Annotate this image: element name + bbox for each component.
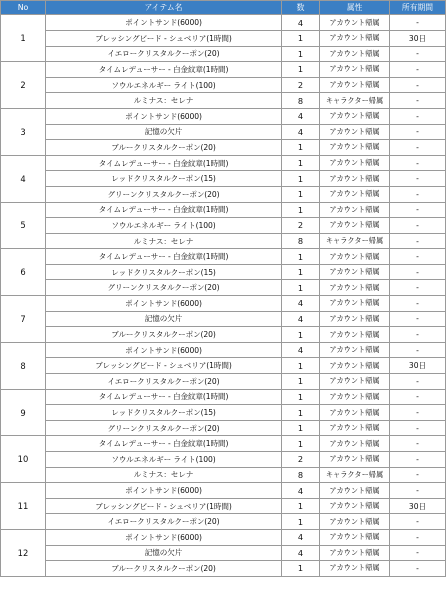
table-row (1, 202, 446, 218)
attribute-cell: アカウント帰属 (320, 545, 390, 561)
quantity-cell: 1 (282, 202, 320, 218)
ownership-period-cell: - (390, 436, 446, 452)
quantity-cell: 1 (282, 155, 320, 171)
attribute-cell: アカウント帰属 (320, 327, 390, 343)
item-name-cell: ソウルエネルギー ライト(100) (46, 452, 282, 468)
ownership-period-cell: - (390, 108, 446, 124)
quantity-cell: 1 (282, 436, 320, 452)
quantity-cell: 1 (282, 420, 320, 436)
item-name-cell: ルミナス：セレナ (46, 467, 282, 483)
item-name-cell: ポイントサンド(6000) (46, 108, 282, 124)
ownership-period-cell: - (390, 389, 446, 405)
table-row (1, 514, 446, 530)
table-row (1, 389, 446, 405)
group-number-cell: 4 (1, 155, 46, 202)
table-row (1, 77, 446, 93)
group-number-cell: 8 (1, 342, 46, 389)
quantity-cell: 4 (282, 311, 320, 327)
table-row (1, 467, 446, 483)
table-row (1, 108, 446, 124)
table-row (1, 545, 446, 561)
item-name-cell: レッドクリスタルクーポン(15) (46, 264, 282, 280)
item-name-cell: ポイントサンド(6000) (46, 483, 282, 499)
table-body (1, 15, 446, 576)
attribute-cell: アカウント帰属 (320, 561, 390, 577)
quantity-cell: 4 (282, 483, 320, 499)
table-row (1, 124, 446, 140)
item-name-cell: ポイントサンド(6000) (46, 342, 282, 358)
attribute-cell: アカウント帰属 (320, 420, 390, 436)
attribute-cell: アカウント帰属 (320, 155, 390, 171)
table-row (1, 46, 446, 62)
attribute-cell: アカウント帰属 (320, 77, 390, 93)
group-number-cell: 3 (1, 108, 46, 155)
item-name-cell: 記憶の欠片 (46, 124, 282, 140)
quantity-cell: 2 (282, 452, 320, 468)
table-row (1, 405, 446, 421)
ownership-period-cell: - (390, 93, 446, 109)
table-row (1, 311, 446, 327)
attribute-cell: アカウント帰属 (320, 108, 390, 124)
item-name-cell: タイムレデューサー - 白金紋章(1時間) (46, 62, 282, 78)
ownership-period-cell: - (390, 327, 446, 343)
ownership-period-cell: - (390, 420, 446, 436)
ownership-period-cell: 30日 (390, 498, 446, 514)
ownership-period-cell: - (390, 233, 446, 249)
quantity-cell: 1 (282, 327, 320, 343)
group-number-cell: 7 (1, 296, 46, 343)
quantity-cell: 8 (282, 467, 320, 483)
quantity-cell: 1 (282, 514, 320, 530)
quantity-cell: 1 (282, 389, 320, 405)
quantity-cell: 8 (282, 233, 320, 249)
quantity-cell: 4 (282, 15, 320, 31)
table-row (1, 420, 446, 436)
attribute-cell: アカウント帰属 (320, 452, 390, 468)
table-row (1, 452, 446, 468)
attribute-cell: アカウント帰属 (320, 15, 390, 31)
ownership-period-cell: - (390, 545, 446, 561)
ownership-period-cell: - (390, 342, 446, 358)
group-number-cell: 1 (1, 15, 46, 62)
quantity-cell: 1 (282, 280, 320, 296)
attribute-cell: キャラクター帰属 (320, 233, 390, 249)
quantity-cell: 4 (282, 296, 320, 312)
table-row (1, 561, 446, 577)
quantity-cell: 4 (282, 124, 320, 140)
item-name-cell: タイムレデューサー - 白金紋章(1時間) (46, 155, 282, 171)
item-name-cell: イエロークリスタルクーポン(20) (46, 514, 282, 530)
quantity-cell: 1 (282, 46, 320, 62)
table-row (1, 296, 446, 312)
quantity-cell: 1 (282, 405, 320, 421)
table-row (1, 436, 446, 452)
ownership-period-cell: - (390, 202, 446, 218)
table-row (1, 218, 446, 234)
group-number-cell: 12 (1, 529, 46, 576)
table-row (1, 327, 446, 343)
quantity-cell: 8 (282, 93, 320, 109)
table-row (1, 155, 446, 171)
item-name-cell: ポイントサンド(6000) (46, 296, 282, 312)
item-name-cell: グリーンクリスタルクーポン(20) (46, 420, 282, 436)
item-name-cell: タイムレデューサー - 白金紋章(1時間) (46, 436, 282, 452)
table-row (1, 30, 446, 46)
item-name-cell: ブルークリスタルクーポン(20) (46, 140, 282, 156)
ownership-period-cell: 30日 (390, 30, 446, 46)
table-row (1, 342, 446, 358)
table-row (1, 249, 446, 265)
ownership-period-cell: - (390, 483, 446, 499)
group-number-cell: 10 (1, 436, 46, 483)
table-row (1, 233, 446, 249)
item-name-cell: ブレッシングビード - シュベリア(1時間) (46, 498, 282, 514)
ownership-period-cell: - (390, 155, 446, 171)
quantity-cell: 1 (282, 249, 320, 265)
item-name-cell: ポイントサンド(6000) (46, 529, 282, 545)
item-name-cell: ブレッシングビード - シュベリア(1時間) (46, 30, 282, 46)
item-name-cell: イエロークリスタルクーポン(20) (46, 46, 282, 62)
ownership-period-cell: - (390, 77, 446, 93)
ownership-period-cell: - (390, 140, 446, 156)
table-row (1, 171, 446, 187)
attribute-cell: アカウント帰属 (320, 389, 390, 405)
table-row (1, 62, 446, 78)
attribute-cell: アカウント帰属 (320, 249, 390, 265)
item-name-cell: グリーンクリスタルクーポン(20) (46, 186, 282, 202)
table-row (1, 280, 446, 296)
ownership-period-cell: - (390, 171, 446, 187)
ownership-period-cell: 30日 (390, 358, 446, 374)
attribute-cell: アカウント帰属 (320, 311, 390, 327)
ownership-period-cell: - (390, 529, 446, 545)
ownership-period-cell: - (390, 311, 446, 327)
table-row (1, 358, 446, 374)
group-number-cell: 5 (1, 202, 46, 249)
item-name-cell: ポイントサンド(6000) (46, 15, 282, 31)
item-name-cell: タイムレデューサー - 白金紋章(1時間) (46, 249, 282, 265)
attribute-cell: アカウント帰属 (320, 140, 390, 156)
item-name-cell: レッドクリスタルクーポン(15) (46, 171, 282, 187)
attribute-cell: アカウント帰属 (320, 186, 390, 202)
ownership-period-cell: - (390, 374, 446, 390)
quantity-cell: 1 (282, 264, 320, 280)
header-ownership-period: 所有期間 (390, 1, 446, 15)
ownership-period-cell: - (390, 296, 446, 312)
ownership-period-cell: - (390, 280, 446, 296)
header-quantity: 数 (282, 1, 320, 15)
item-name-cell: 記憶の欠片 (46, 545, 282, 561)
ownership-period-cell: - (390, 218, 446, 234)
item-name-cell: ルミナス：セレナ (46, 93, 282, 109)
quantity-cell: 1 (282, 30, 320, 46)
attribute-cell: キャラクター帰属 (320, 467, 390, 483)
item-name-cell: レッドクリスタルクーポン(15) (46, 405, 282, 421)
attribute-cell: アカウント帰属 (320, 498, 390, 514)
quantity-cell: 1 (282, 374, 320, 390)
table-row (1, 374, 446, 390)
table-row (1, 264, 446, 280)
quantity-cell: 1 (282, 62, 320, 78)
attribute-cell: アカウント帰属 (320, 296, 390, 312)
ownership-period-cell: - (390, 249, 446, 265)
quantity-cell: 4 (282, 342, 320, 358)
table-header (1, 1, 446, 15)
attribute-cell: アカウント帰属 (320, 171, 390, 187)
table-row (1, 498, 446, 514)
attribute-cell: アカウント帰属 (320, 374, 390, 390)
ownership-period-cell: - (390, 405, 446, 421)
attribute-cell: アカウント帰属 (320, 218, 390, 234)
quantity-cell: 4 (282, 545, 320, 561)
group-number-cell: 2 (1, 62, 46, 109)
quantity-cell: 1 (282, 358, 320, 374)
attribute-cell: アカウント帰属 (320, 46, 390, 62)
attribute-cell: アカウント帰属 (320, 30, 390, 46)
attribute-cell: アカウント帰属 (320, 436, 390, 452)
quantity-cell: 1 (282, 171, 320, 187)
quantity-cell: 2 (282, 218, 320, 234)
attribute-cell: アカウント帰属 (320, 280, 390, 296)
quantity-cell: 1 (282, 498, 320, 514)
group-number-cell: 11 (1, 483, 46, 530)
header-no: No (1, 1, 46, 15)
item-name-cell: ブルークリスタルクーポン(20) (46, 327, 282, 343)
quantity-cell: 2 (282, 77, 320, 93)
attribute-cell: アカウント帰属 (320, 202, 390, 218)
quantity-cell: 4 (282, 529, 320, 545)
item-name-cell: タイムレデューサー - 白金紋章(1時間) (46, 202, 282, 218)
attribute-cell: アカウント帰属 (320, 514, 390, 530)
item-name-cell: ブルークリスタルクーポン(20) (46, 561, 282, 577)
table-row (1, 93, 446, 109)
attribute-cell: アカウント帰属 (320, 529, 390, 545)
attribute-cell: キャラクター帰属 (320, 93, 390, 109)
attribute-cell: アカウント帰属 (320, 124, 390, 140)
ownership-period-cell: - (390, 15, 446, 31)
attribute-cell: アカウント帰属 (320, 358, 390, 374)
item-name-cell: ソウルエネルギー ライト(100) (46, 77, 282, 93)
item-name-cell: ソウルエネルギー ライト(100) (46, 218, 282, 234)
ownership-period-cell: - (390, 561, 446, 577)
ownership-period-cell: - (390, 514, 446, 530)
header-row (1, 1, 446, 15)
item-name-cell: ブレッシングビード - シュベリア(1時間) (46, 358, 282, 374)
item-name-cell: グリーンクリスタルクーポン(20) (46, 280, 282, 296)
quantity-cell: 1 (282, 561, 320, 577)
ownership-period-cell: - (390, 452, 446, 468)
quantity-cell: 1 (282, 186, 320, 202)
attribute-cell: アカウント帰属 (320, 342, 390, 358)
header-item-name: アイテム名 (46, 1, 282, 15)
ownership-period-cell: - (390, 467, 446, 483)
group-number-cell: 9 (1, 389, 46, 436)
item-name-cell: イエロークリスタルクーポン(20) (46, 374, 282, 390)
ownership-period-cell: - (390, 46, 446, 62)
ownership-period-cell: - (390, 264, 446, 280)
table-row (1, 140, 446, 156)
ownership-period-cell: - (390, 124, 446, 140)
quantity-cell: 4 (282, 108, 320, 124)
item-name-cell: ルミナス：セレナ (46, 233, 282, 249)
attribute-cell: アカウント帰属 (320, 405, 390, 421)
table-row (1, 15, 446, 31)
item-name-cell: 記憶の欠片 (46, 311, 282, 327)
table-row (1, 483, 446, 499)
attribute-cell: アカウント帰属 (320, 264, 390, 280)
table-row (1, 529, 446, 545)
header-attribute: 属性 (320, 1, 390, 15)
attribute-cell: アカウント帰属 (320, 62, 390, 78)
attribute-cell: アカウント帰属 (320, 483, 390, 499)
table-row (1, 186, 446, 202)
item-name-cell: タイムレデューサー - 白金紋章(1時間) (46, 389, 282, 405)
ownership-period-cell: - (390, 186, 446, 202)
group-number-cell: 6 (1, 249, 46, 296)
quantity-cell: 1 (282, 140, 320, 156)
ownership-period-cell: - (390, 62, 446, 78)
